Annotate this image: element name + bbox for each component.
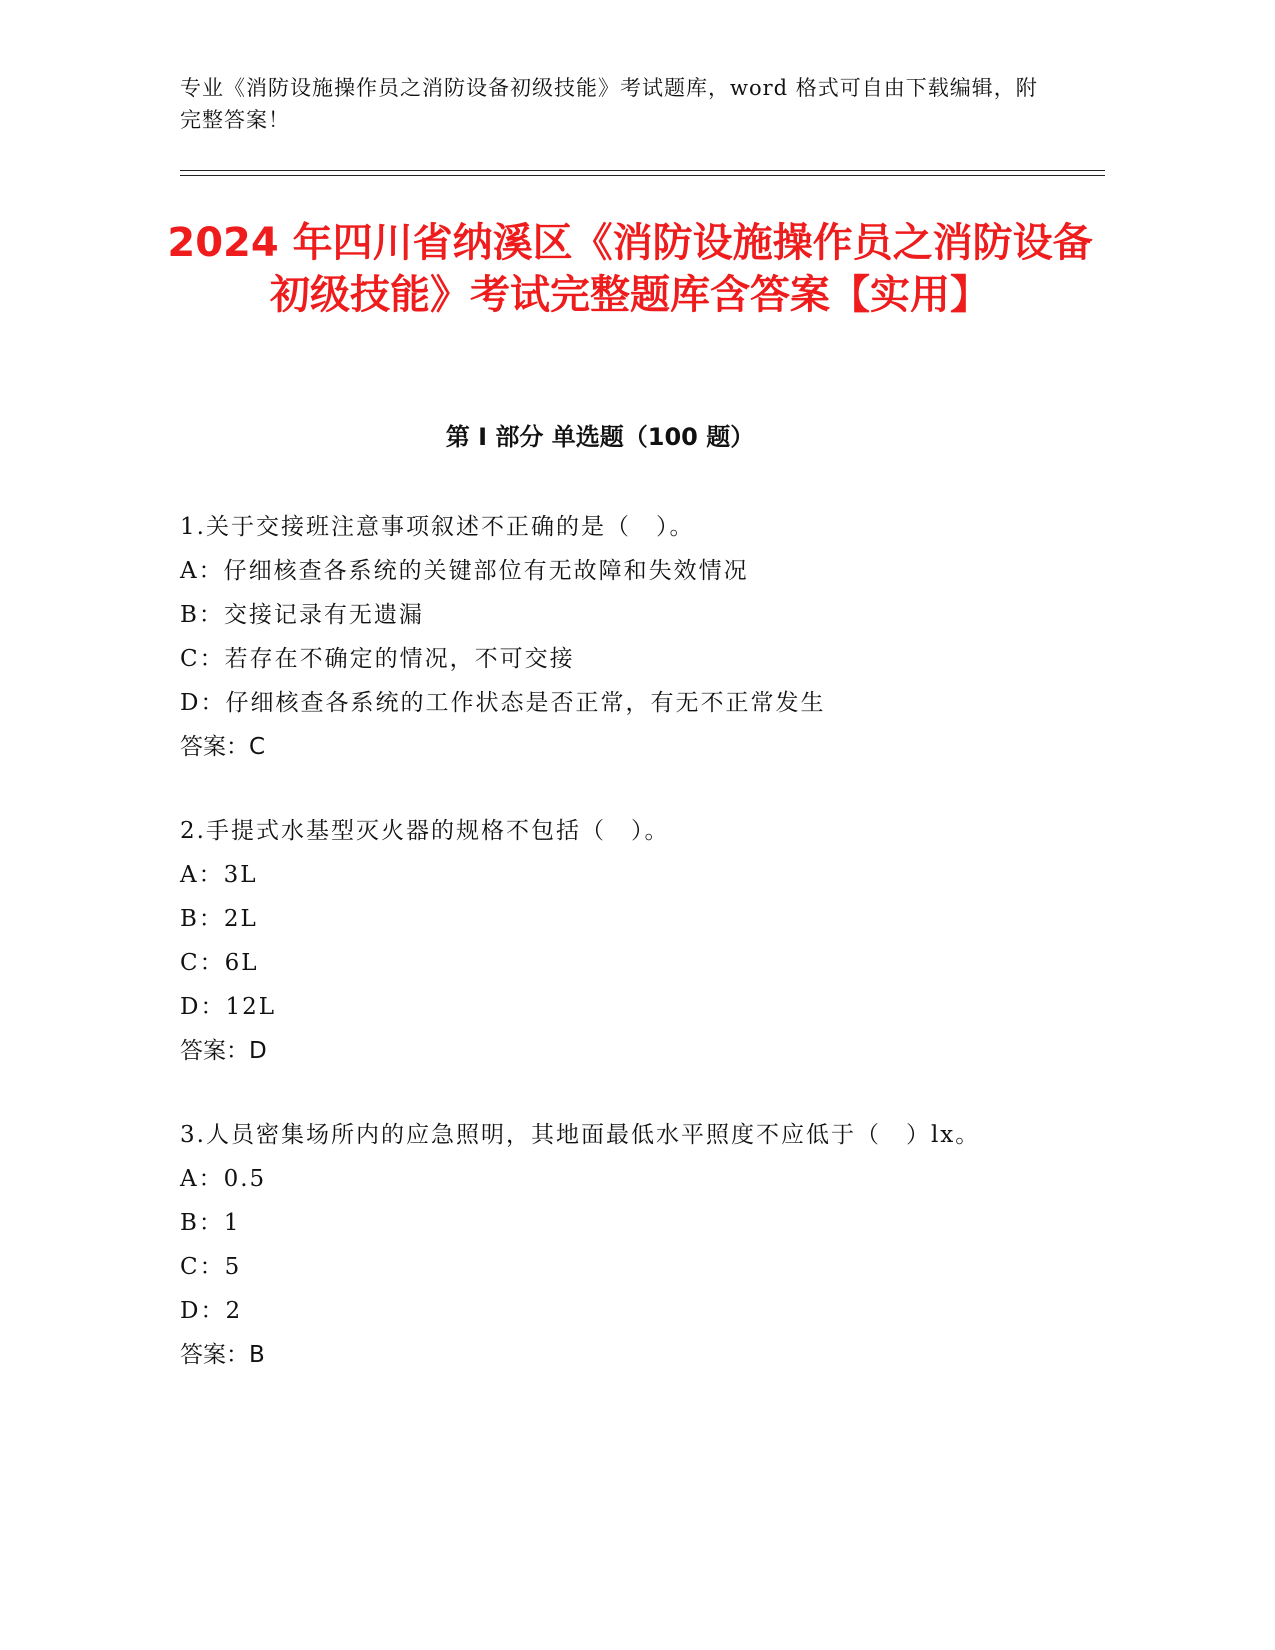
question-answer: 答案：D bbox=[180, 1038, 267, 1064]
question-stem: 2.手提式水基型灭火器的规格不包括（ ）。 bbox=[180, 818, 670, 844]
question-option-c: C：5 bbox=[180, 1254, 242, 1280]
question-option-a: A：3L bbox=[180, 862, 258, 888]
question-option-d: D：2 bbox=[180, 1298, 243, 1324]
question-stem: 3.人员密集场所内的应急照明，其地面最低水平照度不应低于（ ）lx。 bbox=[180, 1122, 981, 1148]
question-option-b: B：交接记录有无遗漏 bbox=[180, 602, 424, 628]
question-stem: 1.关于交接班注意事项叙述不正确的是（ ）。 bbox=[180, 514, 695, 540]
question-answer: 答案：B bbox=[180, 1342, 265, 1368]
section-heading: 第 I 部分 单选题（100 题） bbox=[445, 423, 755, 451]
question-option-a: A：仔细核查各系统的关键部位有无故障和失效情况 bbox=[180, 558, 749, 584]
header-divider-bottom bbox=[180, 175, 1105, 176]
header-divider-top bbox=[180, 170, 1105, 171]
question-list bbox=[180, 505, 1040, 1417]
question-2 bbox=[180, 809, 1040, 1073]
document-title: 2024 年四川省纳溪区《消防设施操作员之消防设备初级技能》考试完整题库含答案【实用】 bbox=[167, 220, 1093, 318]
question-answer: 答案：C bbox=[180, 734, 266, 760]
question-option-b: B：1 bbox=[180, 1210, 241, 1236]
question-option-d: D：12L bbox=[180, 994, 276, 1020]
question-option-b: B：2L bbox=[180, 906, 258, 932]
question-option-c: C：若存在不确定的情况，不可交接 bbox=[180, 646, 575, 672]
question-1 bbox=[180, 505, 1040, 769]
question-option-c: C：6L bbox=[180, 950, 259, 976]
question-3 bbox=[180, 1113, 1040, 1377]
question-option-d: D：仔细核查各系统的工作状态是否正常，有无不正常发生 bbox=[180, 690, 826, 716]
question-option-a: A：0.5 bbox=[180, 1166, 267, 1192]
header-note: 专业《消防设施操作员之消防设备初级技能》考试题库，word 格式可自由下载编辑，附完整答案！ bbox=[180, 76, 1038, 132]
